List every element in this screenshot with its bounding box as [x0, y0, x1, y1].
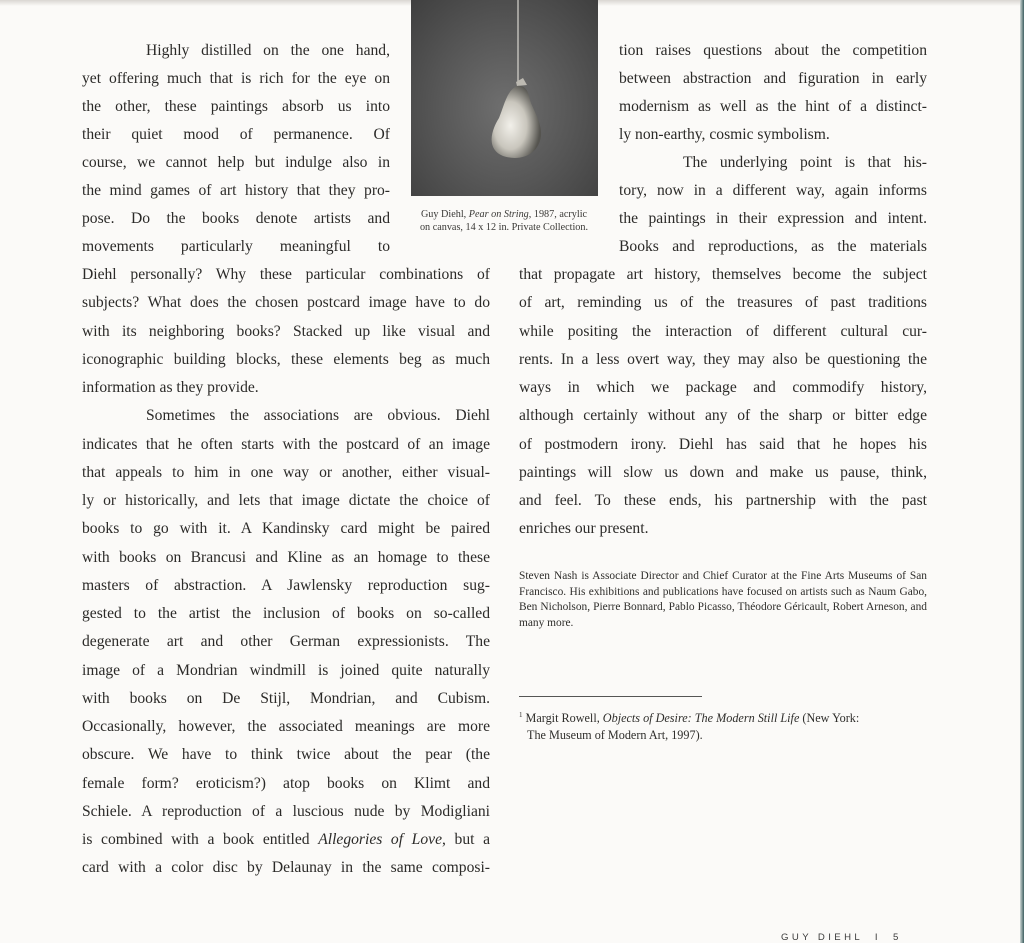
body-line: with books on De Stijl, Mondrian, and Cubism.	[82, 690, 490, 707]
running-footer	[781, 932, 902, 943]
body-line: female form? eroticism?) atop books on Klimt and	[82, 775, 490, 792]
body-line: books to go with it. A Kandinsky card might be paired	[82, 520, 490, 537]
body-line: with books on Brancusi and Kline as an homage to these	[82, 549, 490, 566]
body-line: Highly distilled on the one hand,	[146, 42, 390, 59]
body-line: ways in which we package and commodify history,	[519, 379, 927, 396]
body-line: while positing the interaction of different cultural cur-	[519, 323, 927, 340]
body-line: course, we cannot help but indulge also in	[82, 154, 390, 171]
footnote-publisher-cont: The Museum of Modern Art, 1997).	[527, 727, 703, 742]
book-title: Allegories of Love	[318, 831, 442, 848]
body-line: subjects? What does the chosen postcard image have to do	[82, 294, 490, 311]
body-line: obscure. We have to think twice about the pear (the	[82, 746, 490, 763]
body-line: with its neighboring books? Stacked up like visual and	[82, 323, 490, 340]
body-line: tory, now in a different way, again informs	[619, 182, 927, 199]
body-line: enriches our present.	[519, 520, 649, 537]
footnote-number: 1	[519, 711, 523, 719]
body-line: although certainly without any of the sharp or bitter edge	[519, 407, 927, 424]
author-bio: Steven Nash is Associate Director and Chief Curator at the Fine Arts Museums of San Francisco. His exhibitions and publications have focused on artists such as Naum Gabo, Ben Nicholson, Pierre Bonnard, Pablo Picasso, Théodore Géricault, Robert Arneson, and many more.	[519, 570, 927, 629]
body-line: iconographic building blocks, these elements beg as much	[82, 351, 490, 368]
body-line: paintings will slow us down and make us pause, think,	[519, 464, 927, 481]
body-line: card with a color disc by Delaunay in the same composi-	[82, 859, 490, 876]
running-head: GUY DIEHL	[781, 932, 863, 943]
body-line: between abstraction and figuration in early	[619, 70, 927, 87]
footnote-title: Objects of Desire: The Modern Still Life	[602, 711, 800, 726]
body-line-with-italic	[82, 826, 490, 854]
body-line: information as they provide.	[82, 379, 259, 396]
caption-medium: on canvas, 14 x 12 in. Private Collection.	[419, 222, 589, 233]
body-line: yet offering much that is rich for the eye on	[82, 70, 390, 87]
body-text: , but a	[442, 831, 490, 848]
body-line: of postmodern irony. Diehl has said that he hopes his	[519, 436, 927, 453]
figure-caption	[408, 208, 600, 234]
footnote-rule	[519, 696, 702, 697]
body-line: ly non-earthy, cosmic symbolism.	[619, 126, 830, 143]
caption-title: Pear on String	[468, 209, 529, 220]
body-line: The underlying point is that his-	[683, 154, 927, 171]
body-line: image of a Mondrian windmill is joined quite naturally	[82, 662, 490, 679]
body-line: modernism as well as the hint of a distinct-	[619, 98, 927, 115]
body-line: Books and reproductions, as the materials	[619, 238, 927, 255]
footnote-publisher: (New York:	[799, 711, 860, 726]
body-line: Diehl personally? Why these particular combinations of	[82, 266, 490, 283]
pear-illustration	[411, 0, 598, 196]
caption-details: , 1987, acrylic	[528, 209, 588, 220]
page-binding-edge	[1020, 0, 1024, 943]
body-line: indicates that he often starts with the postcard of an image	[82, 436, 490, 453]
body-line: the other, these paintings absorb us into	[82, 98, 390, 115]
body-line: Occasionally, however, the associated meanings are more	[82, 718, 490, 735]
body-line: masters of abstraction. A Jawlensky reproduction sug-	[82, 577, 490, 594]
page-number: 5	[893, 932, 902, 943]
body-line: tion raises questions about the competition	[619, 42, 927, 59]
caption-artist: Guy Diehl,	[420, 209, 469, 220]
body-line: gested to the artist the inclusion of books on so-called	[82, 605, 490, 622]
footnote	[519, 707, 929, 743]
body-line: rents. In a less overt way, they may also be questioning the	[519, 351, 927, 368]
body-line: Sometimes the associations are obvious. Diehl	[146, 407, 490, 424]
body-line: movements particularly meaningful to	[82, 238, 390, 255]
body-line: that appeals to him in one way or another, either visual-	[82, 464, 490, 481]
body-line: pose. Do the books denote artists and	[82, 210, 390, 227]
body-line: of art, reminding us of the treasures of past traditions	[519, 294, 927, 311]
body-line: the paintings in their expression and intent.	[619, 210, 927, 227]
body-line: degenerate art and other German expressionists. The	[82, 633, 490, 650]
footer-separator: I	[874, 932, 881, 943]
artwork-image-pear-on-string	[411, 0, 598, 196]
footnote-author: Margit Rowell,	[525, 711, 603, 726]
body-line: ly or historically, and lets that image dictate the choice of	[82, 492, 490, 509]
body-line: that propagate art history, themselves become the subject	[519, 266, 927, 283]
body-text: is combined with a book entitled	[82, 831, 319, 848]
body-line: Schiele. A reproduction of a luscious nude by Modigliani	[82, 803, 490, 820]
body-line: the mind games of art history that they pro-	[82, 182, 390, 199]
body-line: their quiet mood of permanence. Of	[82, 126, 390, 143]
body-line: and feel. To these ends, his partnership with the past	[519, 492, 927, 509]
